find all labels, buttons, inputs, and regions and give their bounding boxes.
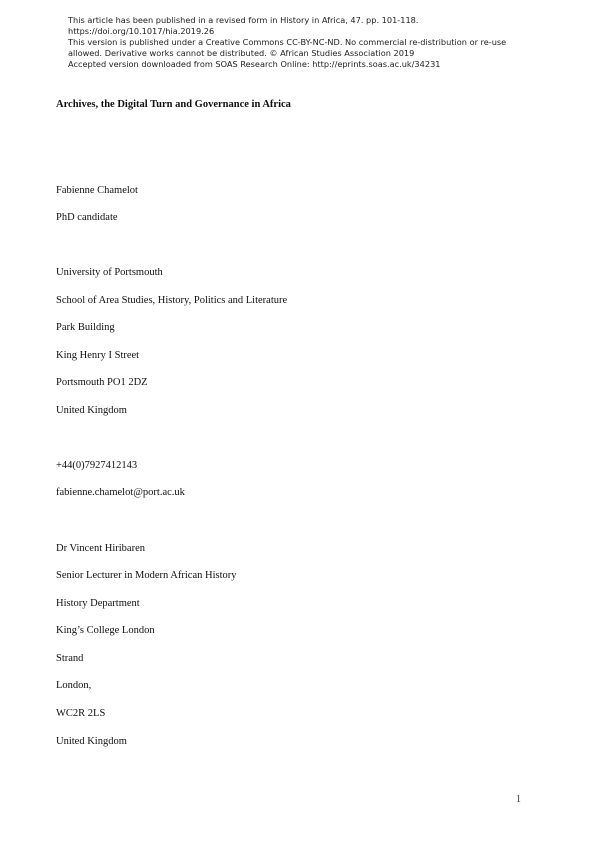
notice-line-copyright: allowed. Derivative works cannot be distributed. © African Studies Association 2019 <box>68 48 415 58</box>
author2-street: Strand <box>56 653 84 664</box>
page-number: 1 <box>516 794 521 805</box>
author2-role: Senior Lecturer in Modern African History <box>56 570 237 581</box>
notice-line-publication: This article has been published in a revised form in History in Africa, 47. pp. 101-118. <box>68 15 419 25</box>
author1-city-postcode: Portsmouth PO1 2DZ <box>56 377 148 388</box>
publication-notice <box>68 15 568 70</box>
author1-phone: +44(0)7927412143 <box>56 460 138 471</box>
notice-line-doi[interactable]: https://doi.org/10.1017/hia.2019.26 <box>68 26 215 36</box>
author2-name: Dr Vincent Hiribaren <box>56 543 145 554</box>
author1-street: King Henry I Street <box>56 350 140 361</box>
author1-role: PhD candidate <box>56 212 118 223</box>
author2-postcode: WC2R 2LS <box>56 708 106 719</box>
author1-building: Park Building <box>56 322 115 333</box>
article-title: Archives, the Digital Turn and Governance in Africa <box>56 99 291 110</box>
author2-city: London, <box>56 680 92 691</box>
notice-line-license: This version is published under a Creative Commons CC-BY-NC-ND. No commercial re-distribution or re-use <box>68 37 507 47</box>
author2-institution: King’s College London <box>56 625 155 636</box>
notice-line-source: Accepted version downloaded from SOAS Research Online: http://eprints.soas.ac.uk/34231 <box>68 59 441 69</box>
author1-department: School of Area Studies, History, Politics and Literature <box>56 295 288 306</box>
author2-department: History Department <box>56 598 140 609</box>
author1-country: United Kingdom <box>56 405 127 416</box>
author1-institution: University of Portsmouth <box>56 267 163 278</box>
author2-country: United Kingdom <box>56 736 127 747</box>
author1-name: Fabienne Chamelot <box>56 185 138 196</box>
author1-email[interactable]: fabienne.chamelot@port.ac.uk <box>56 487 185 498</box>
